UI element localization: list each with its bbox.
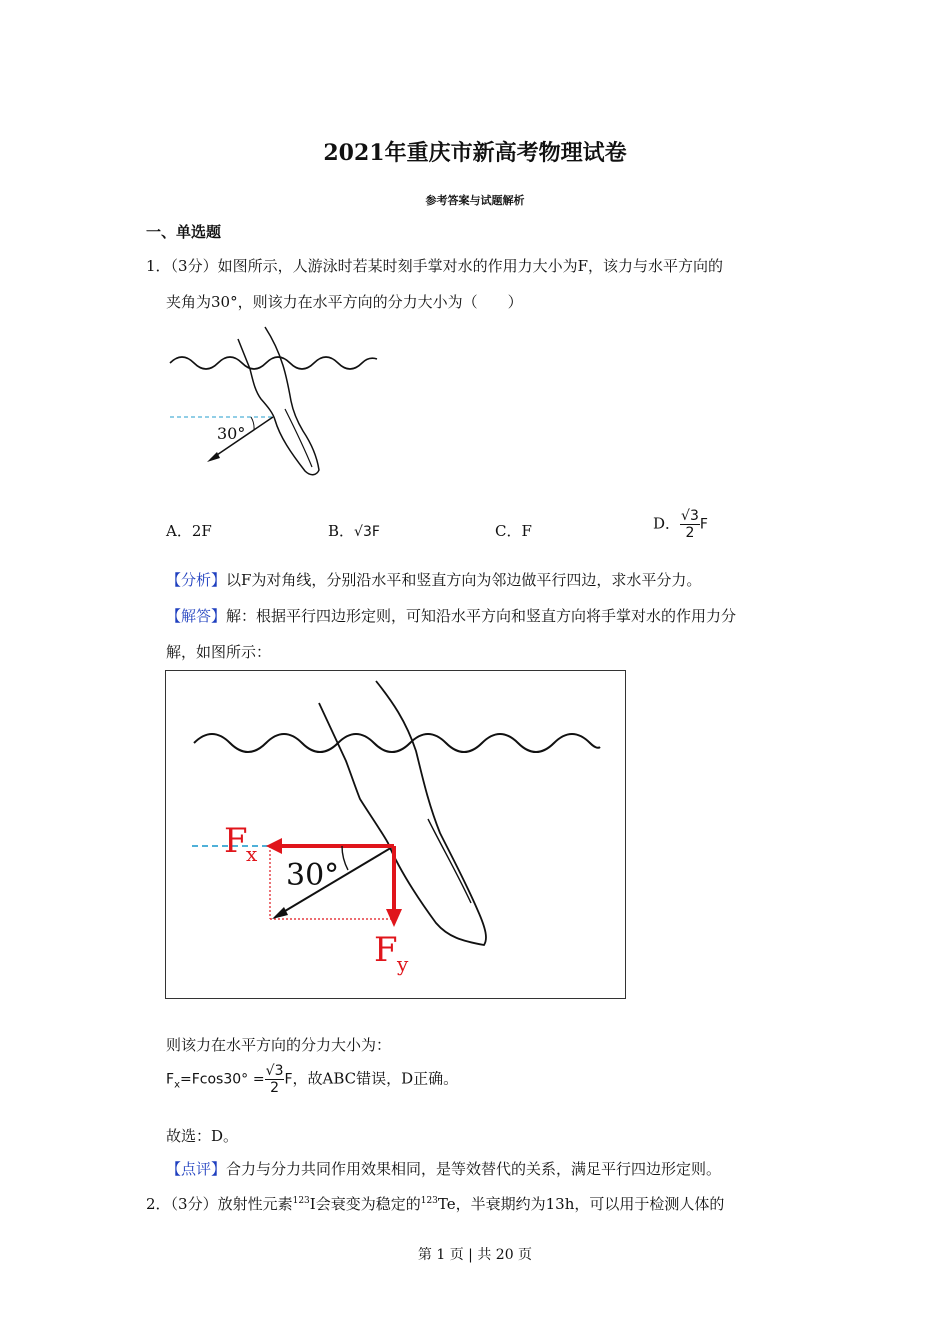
calc-cos: =Fcos30°: [179, 1071, 249, 1088]
calc-tail: ，故ABC错误，D正确。: [292, 1069, 459, 1088]
q2-sup-1: 123: [292, 1196, 310, 1206]
analysis-tag: 【分析】: [166, 571, 227, 589]
option-b-label: B．: [328, 522, 355, 540]
q2-number: 2．: [146, 1195, 171, 1213]
option-d-suffix: F: [699, 516, 708, 533]
option-d-numerator: √3: [681, 508, 699, 524]
q2-score: （3分）: [170, 1195, 218, 1213]
calc-denominator: 2: [270, 1080, 280, 1096]
q2-text-b: I会衰变为稳定的: [309, 1195, 421, 1213]
q1-fig-angle-label: 30°: [217, 424, 246, 443]
analysis-text: 以F为对角线，分别沿水平和竖直方向为邻边做平行四边，求水平分力。: [226, 571, 702, 589]
answer-line-1: [166, 605, 736, 626]
calc-intro: 则该力在水平方向的分力大小为：: [166, 1036, 392, 1054]
fig2-fy-sub: y: [397, 952, 409, 976]
q1-fig-wave: [170, 357, 377, 369]
option-c: C．F: [495, 522, 532, 540]
fig2-fx-label: F: [224, 821, 248, 861]
q1-number: 1．: [146, 257, 171, 275]
q1-line-1: [146, 255, 723, 276]
analysis-line: [166, 569, 701, 590]
q2-sup-2: 123: [420, 1196, 438, 1206]
option-d-fraction: [680, 508, 700, 541]
calc-suffix: F: [284, 1071, 293, 1088]
page-subtitle: 参考答案与试题解析: [425, 194, 525, 207]
option-d: [653, 508, 708, 541]
calc-numerator: √3: [265, 1063, 284, 1079]
calc-fraction: [265, 1063, 285, 1096]
answer-tag: 【解答】: [166, 607, 227, 625]
q1-score: （3分）: [170, 257, 218, 275]
choice-line: 故选：D。: [166, 1127, 239, 1145]
q2-text-a: 放射性元素: [217, 1195, 293, 1213]
fig2-angle-label: 30°: [286, 858, 340, 893]
option-b: [328, 520, 380, 541]
page-title: 2021年重庆市新高考物理试卷: [323, 140, 627, 166]
fig2-wave: [194, 734, 600, 752]
option-d-label: D．: [653, 514, 681, 533]
option-d-denominator: 2: [685, 525, 695, 541]
q2-line: [146, 1193, 724, 1214]
q1-solution-figure: [165, 670, 626, 999]
q2-text-c: Te，半衰期约为13h，可以用于检测人体的: [437, 1195, 725, 1213]
q1-text-1: 如图所示，人游泳时若某时刻手掌对水的作用力大小为F，该力与水平方向的: [217, 257, 724, 275]
calc-lhs: F: [166, 1071, 175, 1088]
q1-text-2: 夹角为30°，则该力在水平方向的分力大小为（ ）: [166, 293, 523, 311]
comment-line: [166, 1158, 721, 1179]
calc-eq: =: [252, 1071, 265, 1088]
answer-text-2: 解，如图所示：: [166, 643, 272, 661]
q1-fig-arm: [238, 327, 319, 475]
comment-text: 合力与分力共同作用效果相同，是等效替代的关系，满足平行四边形定则。: [226, 1160, 722, 1178]
answer-text-1: 解：根据平行四边形定则，可知沿水平方向和竖直方向将手掌对水的作用力分: [226, 607, 737, 625]
section-heading: 一、单选题: [146, 223, 222, 241]
calc-lhs-sub: x: [174, 1079, 180, 1091]
comment-tag: 【点评】: [166, 1160, 227, 1178]
fig2-fy-label: F: [374, 930, 398, 970]
option-a: A．2F: [166, 522, 212, 540]
page-footer: 第 1 页 | 共 20 页: [417, 1247, 533, 1263]
fig2-arm: [319, 681, 486, 945]
fig2-fx-sub: x: [246, 842, 258, 866]
q1-figure: [165, 325, 385, 485]
option-b-value: √3F: [354, 524, 380, 540]
calc-line: [166, 1063, 458, 1096]
